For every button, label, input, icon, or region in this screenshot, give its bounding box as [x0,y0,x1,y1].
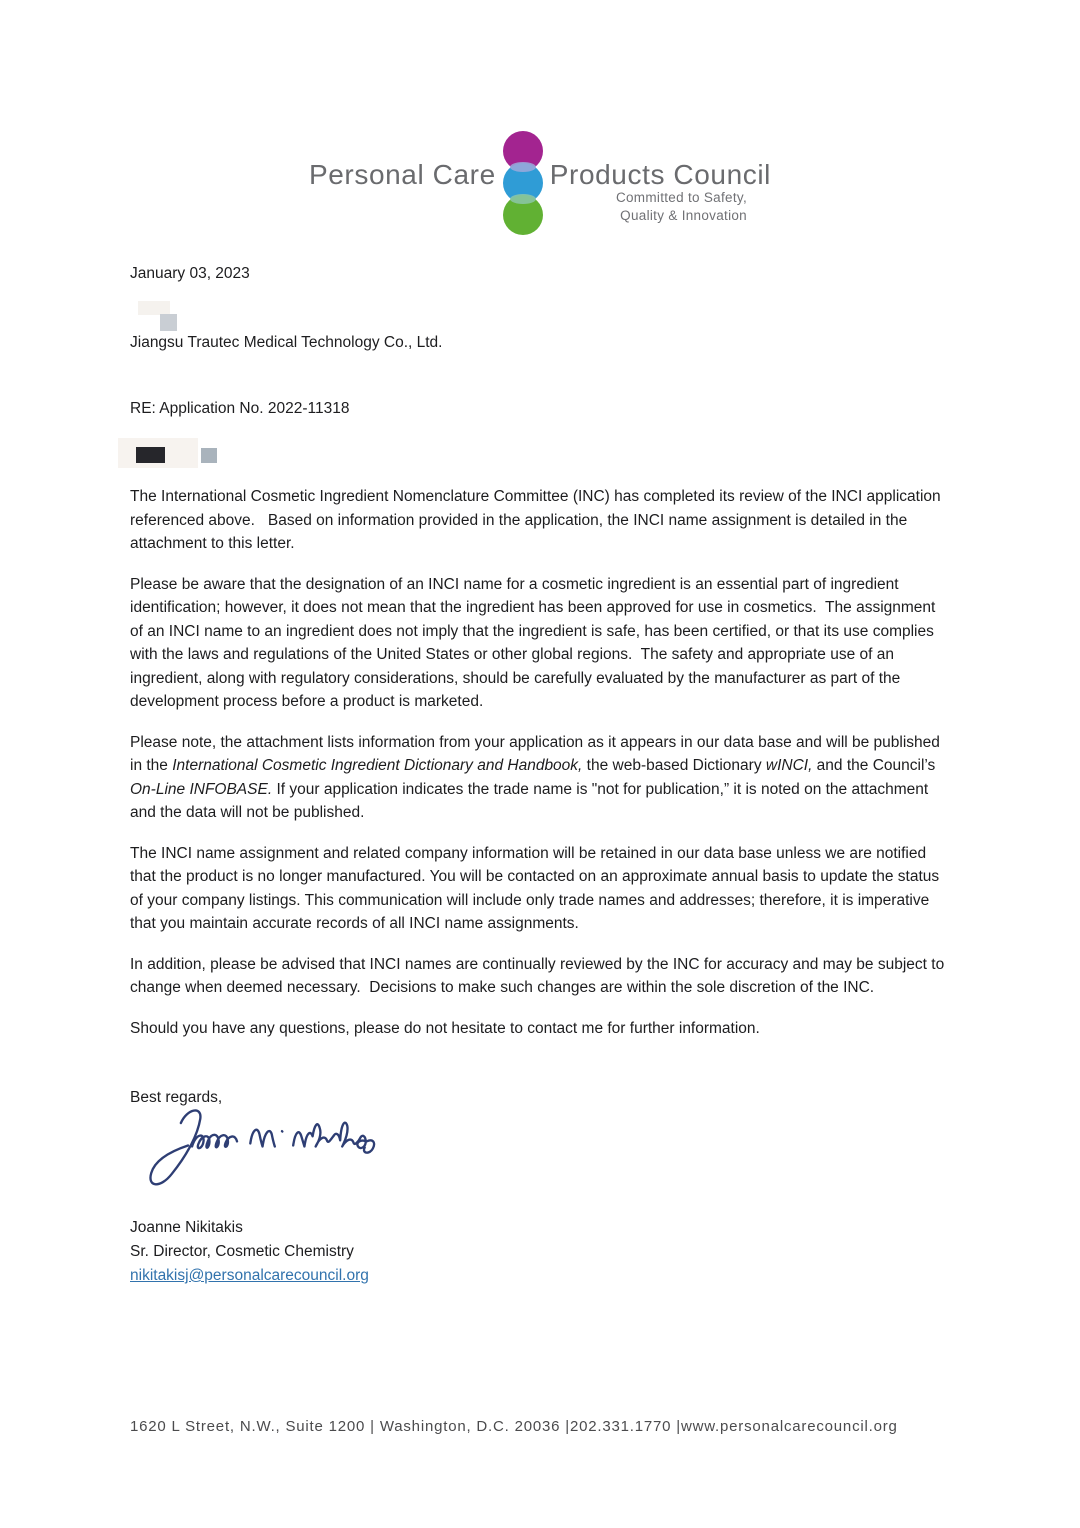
paragraph-italic-segment: wINCI, [765,757,813,774]
paragraph-segment: and the Council’s [812,757,940,774]
recipient-company: Jiangsu Trautec Medical Technology Co., Ltd. [130,334,443,351]
paragraph-segment: The International Cosmetic Ingredient Nomenclature Committee (INC) has completed its review of the INCI application referenced above. Based on information provided in the application, the INCI name assignment is detailed in the attachment to this letter. [130,488,945,552]
paragraph-italic-segment: International Cosmetic Ingredient Dictionary and Handbook, [172,757,583,774]
paragraph [130,953,948,1000]
letter-body [130,485,948,1057]
logo-overlap-bottom [510,194,536,204]
paragraph-segment: The INCI name assignment and related company information will be retained in our data base unless we are notified that the product is no longer manufactured. You will be contacted on an approximate annual basis to update the status of your company listings. This communication will include only trade names and addresses; therefore, it is imperative that you maintain accurate records of all INCI name assignments. [130,844,944,932]
redaction-block-recipient [160,314,177,331]
letter-date: January 03, 2023 [130,265,250,282]
paragraph [130,731,948,825]
signer-title: Sr. Director, Cosmetic Chemistry [130,1243,354,1260]
tagline-line-2: Quality & Innovation [620,208,747,223]
paragraph [130,1017,948,1041]
tagline-line-1: Committed to Safety, [615,190,747,205]
signer-name: Joanne Nikitakis [130,1219,243,1236]
paragraph-segment: the web-based Dictionary [582,757,766,774]
brand-tagline [616,189,747,225]
brand-name-right: Products Council [549,159,772,190]
redaction-block-salutation [136,447,165,463]
paragraph-segment: Please note, the attachment lists information from your application as it appears in our data base and will be published in the [130,733,945,774]
footer-address: 1620 L Street, N.W., Suite 1200 | Washington, D.C. 20036 |202.331.1770 |www.personalcarecouncil.org [130,1418,898,1435]
logo-overlap-top [510,162,536,172]
paragraph [130,842,948,936]
signer-email-link[interactable]: nikitakisj@personalcarecouncil.org [130,1267,369,1284]
paragraph-segment: Please be aware that the designation of an INCI name for a cosmetic ingredient is an essential part of ingredient identification; however, it does not mean that the ingredient has been approved for use in cosmetics. The assignment of an INCI name to an ingredient does not imply that the ingredient is safe, has been certified, or that its use complies with the laws and regulations of the United States or other global regions. The safety and appropriate use of an ingredient, along with regulatory considerations, should be carefully evaluated by the manufacturer as part of the development process before a product is marketed. [130,575,940,710]
pcpc-logo-icon [499,130,547,236]
paragraph-segment: Should you have any questions, please do not hesitate to contact me for further information. [130,1019,760,1037]
redaction-block-salutation-2 [201,448,217,463]
subject-line: RE: Application No. 2022-11318 [130,400,350,417]
paragraph-segment: If your application indicates the trade name is "not for publication,” it is noted on the attachment and the data will not be published. [130,780,933,821]
paragraph [130,485,948,556]
brand-name-left: Personal Care [308,159,496,190]
signature-block [130,1216,948,1288]
redaction-block-faint [138,301,170,315]
paragraph-segment: In addition, please be advised that INCI names are continually reviewed by the INC for accuracy and may be subject to change when deemed necessary. Decisions to make such changes are within the sole discretion of the INC. [130,955,949,996]
letterhead [0,128,1080,238]
closing-line: Best regards, [130,1089,223,1106]
paragraph [130,573,948,714]
paragraph-italic-segment: On-Line INFOBASE. [130,780,273,798]
handwritten-signature [140,1100,380,1195]
